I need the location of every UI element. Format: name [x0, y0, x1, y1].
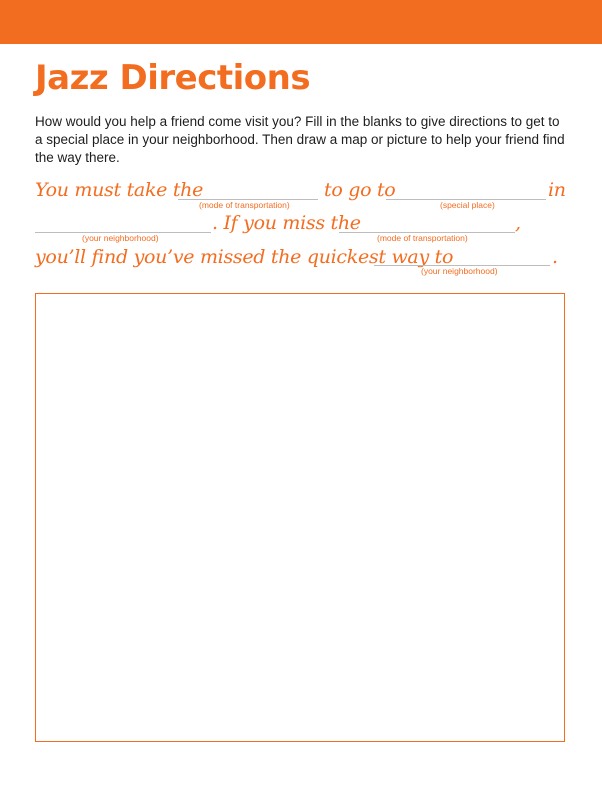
header-bar: [0, 0, 602, 44]
neighborhood-hint-2: (your neighborhood): [421, 266, 498, 276]
transport-hint-1: (mode of transportation): [199, 200, 290, 210]
sentence-line1-mid: to go to: [324, 179, 396, 201]
instructions-text: How would you help a friend come visit you? Fill in the blanks to give directions to get to a special place in your neighborhood. Then draw a map or picture to help your friend find the way there.: [35, 114, 565, 165]
map-drawing-area[interactable]: [35, 293, 565, 742]
sentence-line2-mid: . If you miss the: [212, 212, 361, 234]
transport-hint-2: (mode of transportation): [377, 233, 468, 243]
sentence-line2-end: ,: [515, 212, 521, 234]
sentence-line3-start: you’ll find you’ve missed the quickest way to: [35, 246, 454, 268]
special-place-hint: (special place): [440, 200, 495, 210]
page-title: Jazz Directions: [35, 58, 311, 98]
sentence-line1-end: in: [548, 179, 566, 201]
neighborhood-hint-1: (your neighborhood): [82, 233, 159, 243]
sentence-line1-start: You must take the: [35, 179, 204, 201]
sentence-line3-end: .: [552, 246, 558, 268]
